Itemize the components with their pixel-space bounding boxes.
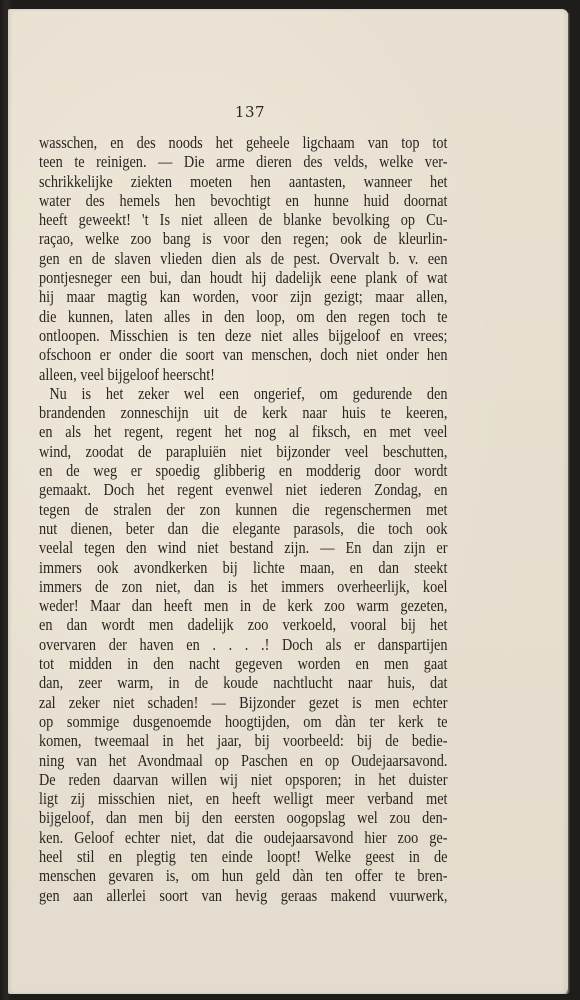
text-line: en als het regent, regent het nog al fiksch, en met veel	[39, 422, 448, 442]
text-line: en dan wordt men dadelijk zoo verkoeld, vooral bij het	[39, 615, 448, 635]
text-line: water des hemels hen bevochtigt en hunne huid doornat	[39, 190, 448, 210]
text-line: immers de zon niet, dan is het immers overheerlijk, koel	[39, 576, 448, 596]
text-line: overvaren der haven en . . . .! Doch als er danspartijen	[39, 634, 448, 654]
text-line: menschen gevaren is, om hun geld dàn ten offer te bren-	[39, 866, 448, 886]
text-line: ontloopen. Misschien is ten deze niet alles bijgeloof en vrees;	[39, 325, 448, 345]
text-line: gen aan allerlei soort van hevig geraas makend vuurwerk,	[39, 885, 448, 905]
text-line: heel stil en plegtig ten einde loopt! Welke geest in de	[39, 846, 448, 866]
text-line: en de weg er spoedig glibberig en modderig door wordt	[39, 461, 448, 481]
text-line: Nu is het zeker wel een ongerief, om gedurende den	[49, 383, 448, 403]
text-line: hij maar magtig kan worden, voor zijn gezigt; maar allen,	[39, 287, 448, 307]
text-line: veelal tegen den wind niet bestand zijn. — En dan zijn er	[39, 538, 448, 558]
text-line: wind, zoodat de parapluiën niet bijzonder veel beschutten,	[39, 441, 448, 461]
body-text	[39, 133, 448, 905]
text-line: dan, zeer warm, in de koude nachtlucht naar huis, dat	[39, 673, 448, 693]
text-line: bijgeloof, dan men bij den eersten oogopslag wel zou den-	[39, 808, 448, 828]
text-line: ofschoon er onder die soort van menschen, doch niet onder hen	[39, 345, 448, 365]
text-line: immers ook avondkerken bij lichte maan, en dan steekt	[39, 557, 448, 577]
text-line: schrikkelijke ziekten moeten hen aantasten, wanneer het	[39, 171, 448, 191]
text-line: tegen de stralen der zon kunnen die regenschermen met	[39, 499, 448, 519]
text-line: raçao, welke zoo bang is voor den regen; ook de kleurlin-	[39, 229, 448, 249]
text-line: ken. Geloof echter niet, dat die oudejaarsavond hier zoo ge-	[39, 827, 448, 847]
text-line: brandenden zonneschijn uit de kerk naar huis te keeren,	[39, 403, 448, 423]
text-line: gemaakt. Doch het regent evenwel niet iederen Zondag, en	[39, 480, 448, 500]
text-line: pontjesneger een bui, dan houdt hij dadelijk eene plank of wat	[39, 268, 448, 288]
text-line: ligt zij misschien niet, en heeft welligt meer verband met	[39, 789, 448, 809]
text-line: weder! Maar dan heeft men in de kerk zoo warm gezeten,	[39, 596, 448, 616]
text-line: nut dienen, beter dan die elegante parasols, die toch ook	[39, 518, 448, 538]
page-number: 137	[234, 103, 266, 121]
text-line: op sommige dusgenoemde hoogtijden, om dàn ter kerk te	[39, 711, 448, 731]
text-line: alleen, veel bijgeloof heerscht!	[39, 364, 215, 384]
text-line: komen, tweemaal in het jaar, bij voorbeeld: bij de bedie-	[39, 731, 448, 751]
text-line: die kunnen, laten alles in den loop, om den regen toch te	[39, 306, 448, 326]
text-line: tot midden in den nacht gegeven worden en men gaat	[39, 654, 448, 674]
text-line: ning van het Avondmaal op Paschen en op Oudejaarsavond.	[39, 750, 448, 770]
text-line: zal zeker niet schaden! — Bijzonder gezet is men echter	[39, 692, 448, 712]
text-line: wasschen, en des noods het geheele ligchaam van top tot	[39, 133, 448, 152]
text-line: heeft geweekt! 't Is niet alleen de blanke bevolking op Cu-	[39, 210, 448, 230]
text-line: De reden daarvan willen wij niet opsporen; in het duister	[39, 769, 448, 789]
text-line: teen te reinigen. — Die arme dieren des velds, welke ver-	[39, 152, 448, 172]
text-line: gen en de slaven vlieden dien als de pest. Overvalt b. v. een	[39, 248, 448, 268]
